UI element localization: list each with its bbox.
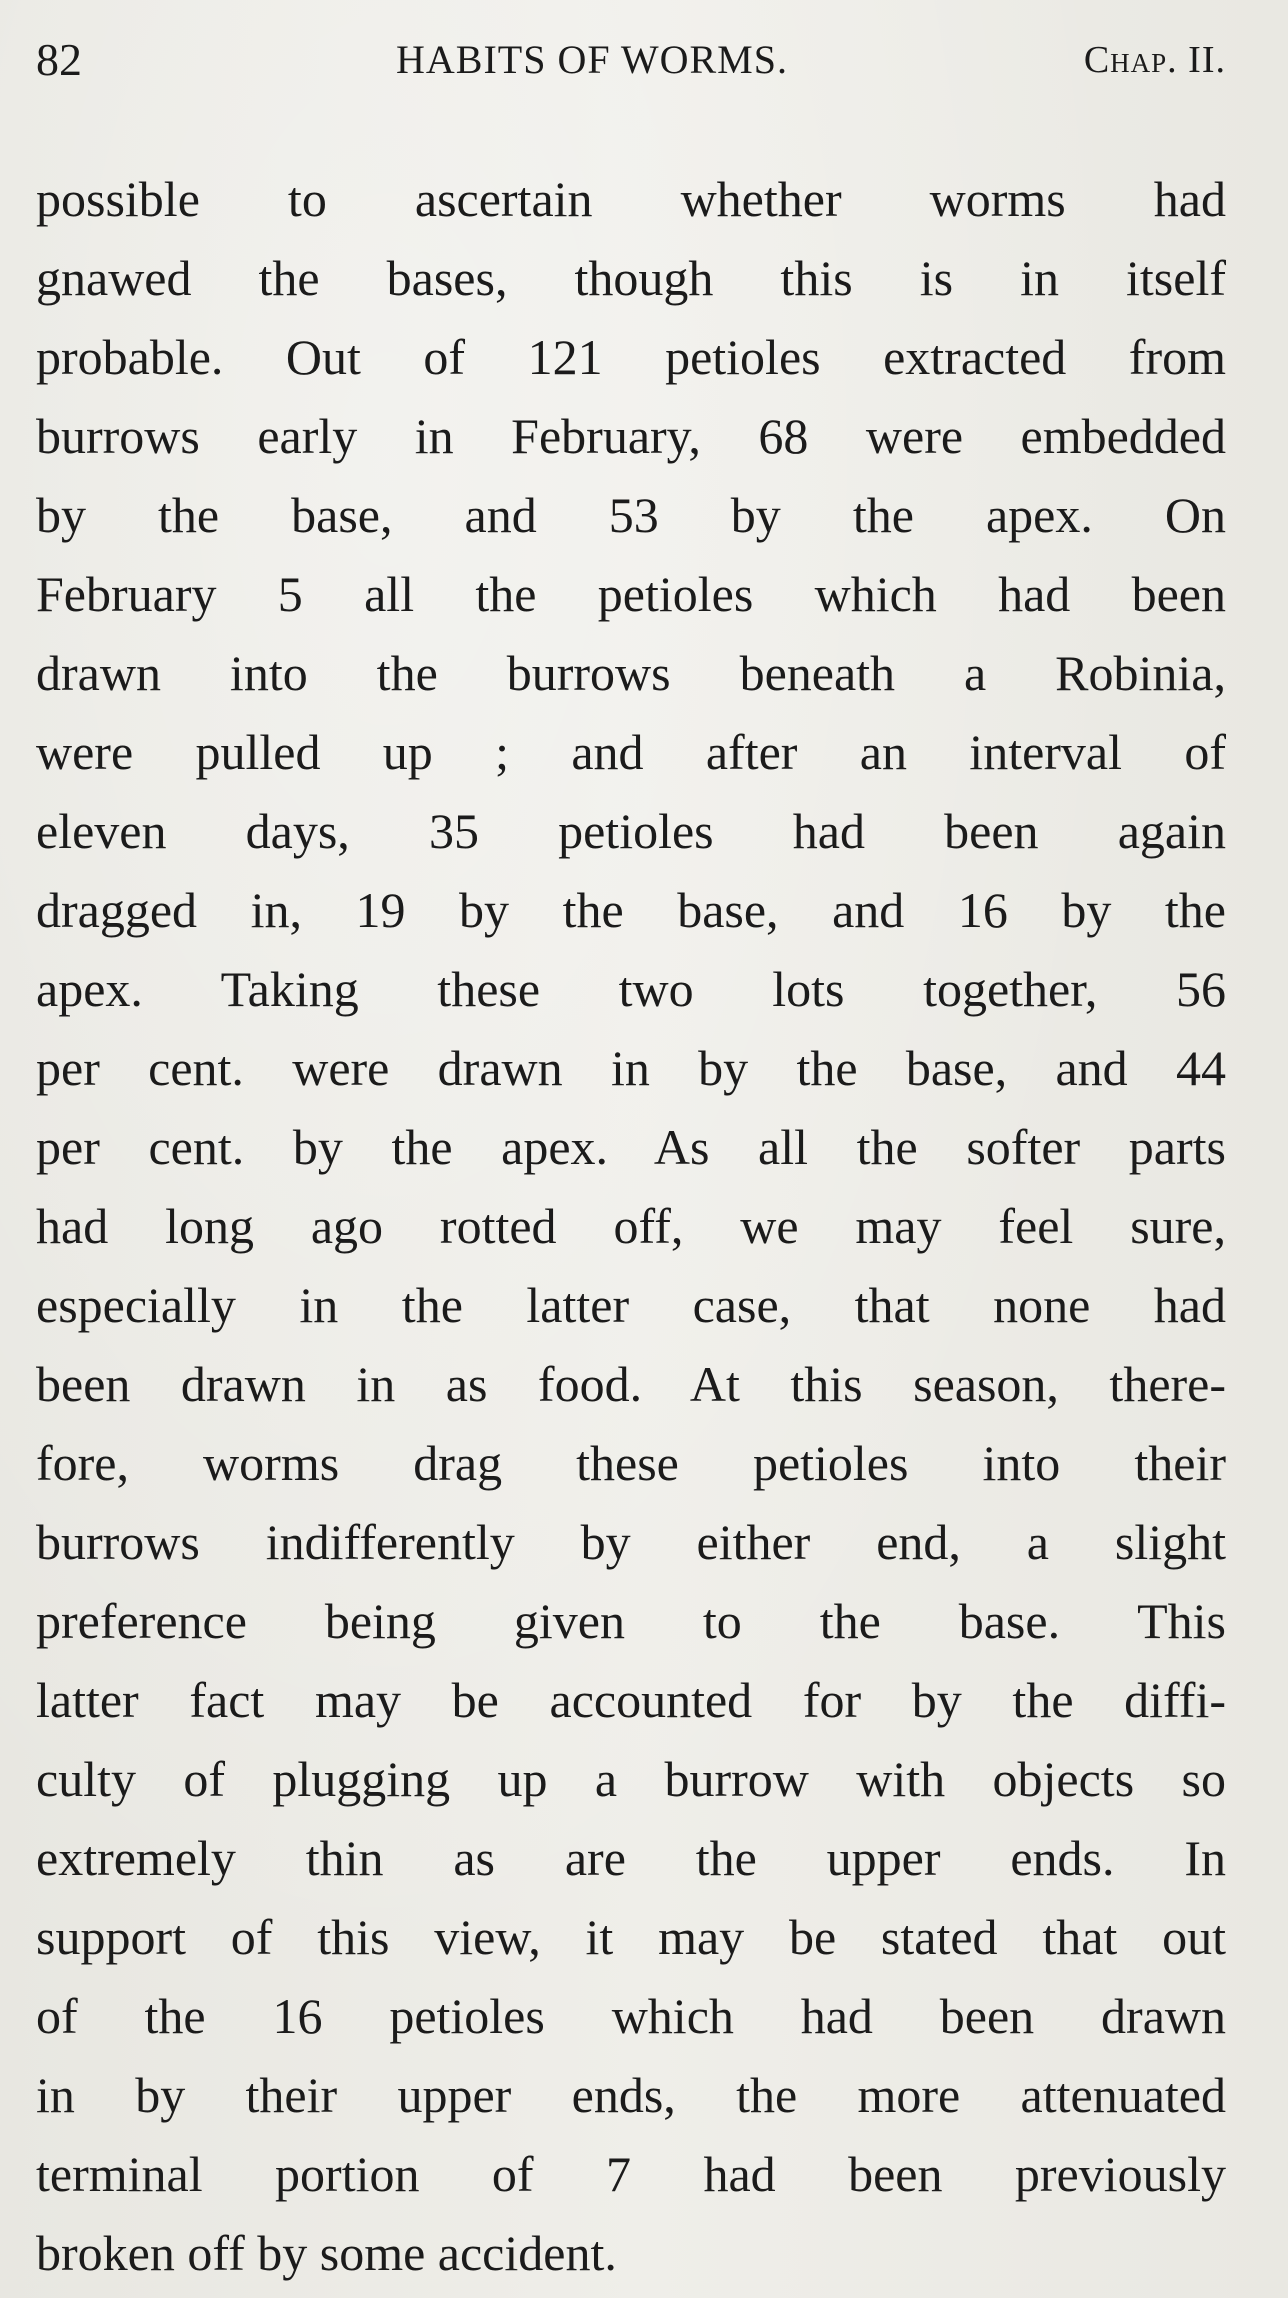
text-line: probable. Out of 121 petioles extracted from — [36, 329, 1226, 385]
text-line: by the base, and 53 by the apex. On — [36, 487, 1226, 543]
text-line: per cent. by the apex. As all the softer parts — [36, 1119, 1226, 1175]
running-head — [36, 30, 1226, 90]
text-line: burrows indifferently by either end, a slight — [36, 1514, 1226, 1570]
text-line: drawn into the burrows beneath a Robinia, — [36, 645, 1226, 701]
chapter-label: Chap. II. — [1083, 39, 1226, 81]
text-line: support of this view, it may be stated that out — [36, 1909, 1226, 1965]
text-line: especially in the latter case, that none had — [36, 1277, 1226, 1333]
text-line: possible to ascertain whether worms had — [36, 171, 1226, 227]
text-line: latter fact may be accounted for by the diffi- — [36, 1672, 1226, 1728]
text-line: terminal portion of 7 had been previously — [36, 2146, 1226, 2202]
text-line: burrows early in February, 68 were embedded — [36, 408, 1226, 464]
text-line: broken off by some accident. — [36, 2225, 617, 2281]
text-line: apex. Taking these two lots together, 56 — [36, 961, 1226, 1017]
text-line: been drawn in as food. At this season, there- — [36, 1356, 1226, 1412]
page-number: 82 — [36, 34, 82, 85]
text-line: per cent. were drawn in by the base, and 44 — [36, 1040, 1226, 1096]
text-line: preference being given to the base. This — [36, 1593, 1226, 1649]
text-line: culty of plugging up a burrow with objects so — [36, 1751, 1226, 1807]
text-line: were pulled up ; and after an interval of — [36, 724, 1226, 780]
text-line: had long ago rotted off, we may feel sure, — [36, 1198, 1226, 1254]
text-line: extremely thin as are the upper ends. In — [36, 1830, 1226, 1886]
text-line: dragged in, 19 by the base, and 16 by the — [36, 882, 1226, 938]
text-line: in by their upper ends, the more attenuated — [36, 2067, 1226, 2123]
body-text — [36, 160, 1226, 2293]
text-line: fore, worms drag these petioles into their — [36, 1435, 1226, 1491]
text-line: gnawed the bases, though this is in itself — [36, 250, 1226, 306]
running-title: HABITS OF WORMS. — [396, 37, 788, 82]
text-line: of the 16 petioles which had been drawn — [36, 1988, 1226, 2044]
text-line: February 5 all the petioles which had been — [36, 566, 1226, 622]
text-line: eleven days, 35 petioles had been again — [36, 803, 1226, 859]
